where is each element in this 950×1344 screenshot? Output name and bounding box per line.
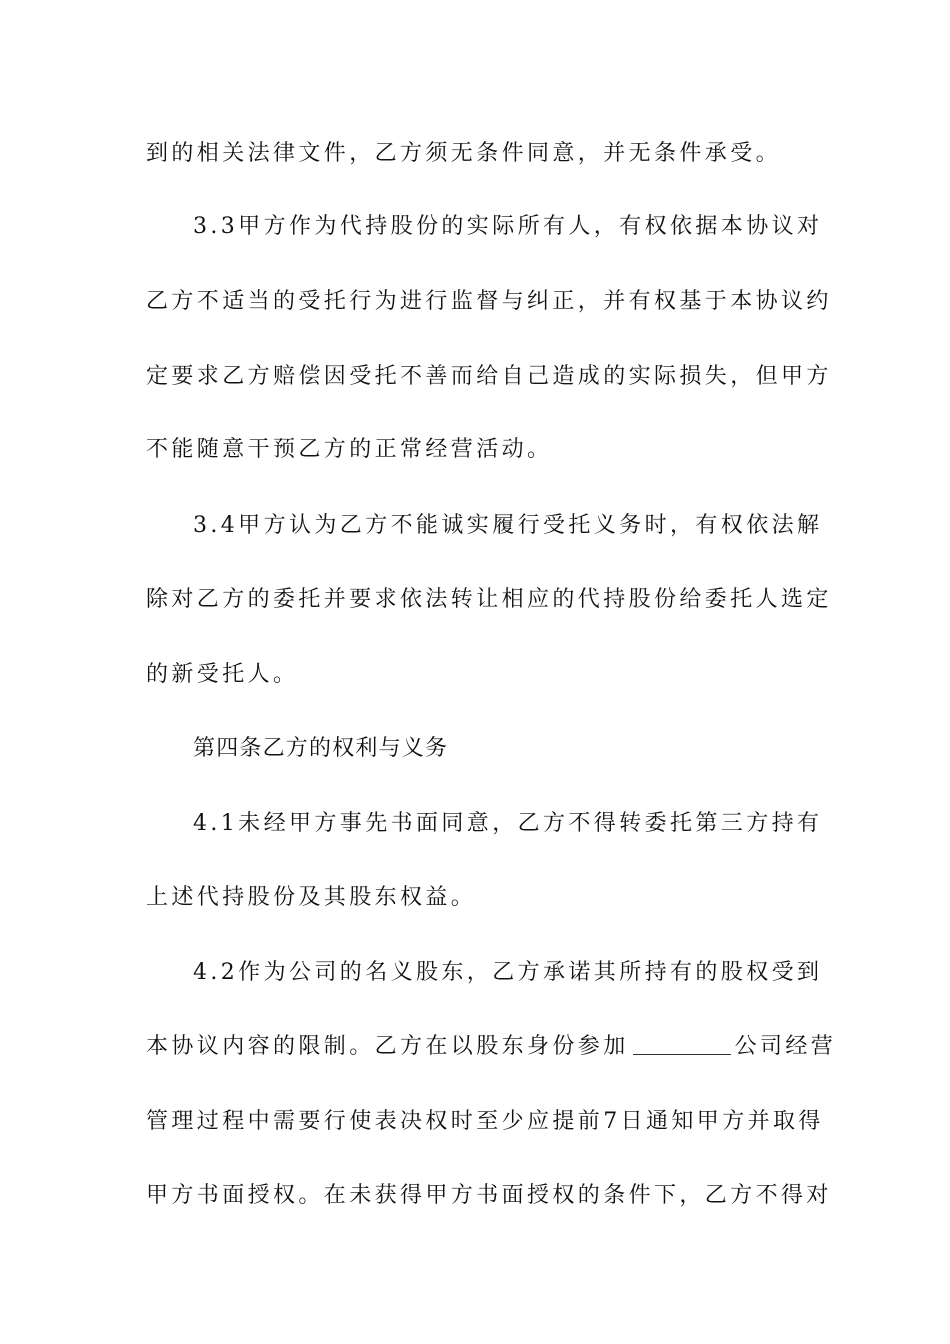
text-line: 上述代持股份及其股东权益。 [146,885,477,910]
fill-in-blank [633,1032,731,1055]
text-line: 除对乙方的委托并要求依法转让相应的代持股份给委托人选定 [146,587,832,612]
text-line: 管理过程中需要行使表决权时至少应提前7日通知甲方并取得 [146,1109,824,1134]
text-line: 的新受托人。 [146,662,299,687]
text-after-blank: 公司经营 [734,1034,837,1059]
text-line-clause-3-4: 3.4甲方认为乙方不能诚实履行受托义务时，有权依法解 [193,513,823,538]
text-line: 甲方书面授权。在未获得甲方书面授权的条件下，乙方不得对 [146,1183,832,1208]
article-heading: 第四条乙方的权利与义务 [193,736,449,761]
text-line: 乙方不适当的受托行为进行监督与纠正，并有权基于本协议约 [146,289,832,314]
text-line-clause-4-2: 4.2作为公司的名义股东，乙方承诺其所持有的股权受到 [193,960,823,985]
text-line: 到的相关法律文件，乙方须无条件同意，并无条件承受。 [146,141,782,166]
text-line-with-blank [146,1027,837,1067]
text-line: 定要求乙方赔偿因受托不善而给自己造成的实际损失，但甲方 [146,364,832,389]
text-before-blank: 本协议内容的限制。乙方在以股东身份参加 [146,1034,629,1059]
text-line-clause-4-1: 4.1未经甲方事先书面同意，乙方不得转委托第三方持有 [193,811,823,836]
text-line-clause-3-3: 3.3甲方作为代持股份的实际所有人，有权依据本协议对 [193,214,823,239]
text-line: 不能随意干预乙方的正常经营活动。 [146,437,553,462]
